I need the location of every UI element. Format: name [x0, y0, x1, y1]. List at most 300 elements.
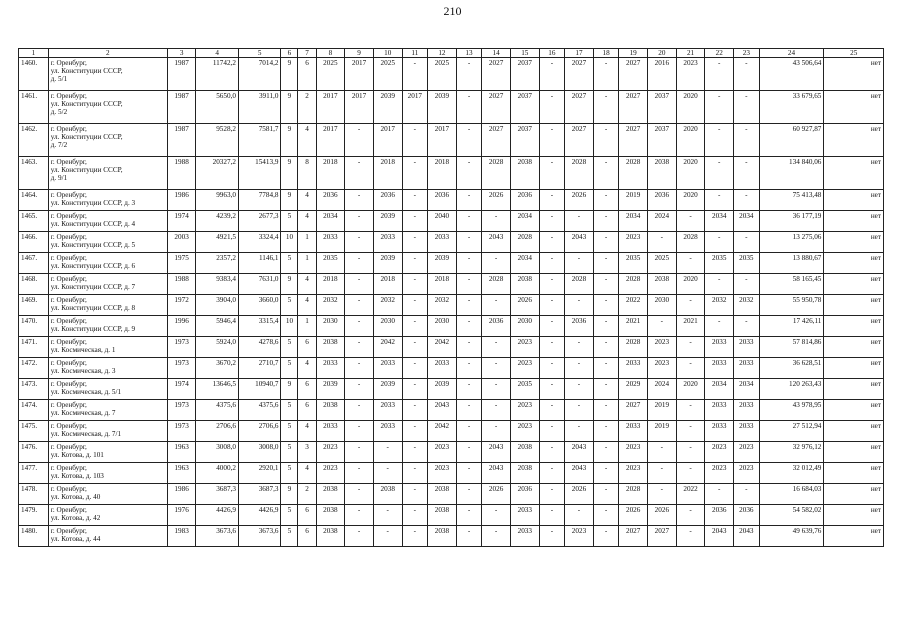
table-cell: 2032 [373, 295, 402, 316]
table-body [19, 58, 884, 547]
table-row [19, 91, 884, 124]
table-cell: 3673,6 [196, 526, 239, 547]
table-cell: 2028 [619, 274, 648, 295]
table-cell: 3008,0 [196, 442, 239, 463]
table-cell: 1973 [167, 400, 196, 421]
table-cell: 5 [281, 295, 298, 316]
table-cell: 6 [298, 337, 316, 358]
table-cell: 60 927,87 [759, 124, 824, 157]
table-cell: 9 [281, 379, 298, 400]
address-cell: г. Оренбург, ул. Конституции СССР, д. 4 [48, 211, 167, 232]
table-cell: - [539, 124, 565, 157]
table-cell: - [676, 505, 705, 526]
table-cell: - [539, 58, 565, 91]
table-cell: 2017 [345, 58, 374, 91]
address-cell: г. Оренбург, ул. Космическая, д. 5/1 [48, 379, 167, 400]
table-cell: - [456, 91, 482, 124]
column-header: 15 [510, 49, 539, 58]
table-cell: 3008,0 [238, 442, 281, 463]
table-cell: - [373, 463, 402, 484]
table-cell: - [734, 232, 760, 253]
column-header: 14 [482, 49, 511, 58]
table-cell: - [456, 232, 482, 253]
table-cell: 36 177,19 [759, 211, 824, 232]
table-cell: 2033 [428, 232, 457, 253]
table-cell: 2033 [373, 421, 402, 442]
table-row [19, 190, 884, 211]
table-cell: 2033 [734, 400, 760, 421]
table-cell: - [734, 190, 760, 211]
address-cell: г. Оренбург, ул. Котова, д. 44 [48, 526, 167, 547]
address-cell: г. Оренбург, ул. Конституции СССР, д. 7/2 [48, 124, 167, 157]
table-cell: 2023 [510, 337, 539, 358]
table-cell: 2034 [705, 211, 734, 232]
table-cell: 2017 [316, 91, 345, 124]
table-cell: - [456, 337, 482, 358]
column-header: 7 [298, 49, 316, 58]
column-header: 22 [705, 49, 734, 58]
table-cell: 2037 [510, 58, 539, 91]
table-cell: 3687,3 [238, 484, 281, 505]
table-cell: - [593, 442, 619, 463]
table-cell: 2038 [316, 337, 345, 358]
table-cell: 32 976,12 [759, 442, 824, 463]
table-cell: 49 639,76 [759, 526, 824, 547]
table-cell: 2018 [316, 274, 345, 295]
table-cell: - [539, 400, 565, 421]
table-cell: 4921,5 [196, 232, 239, 253]
table-cell: 2706,6 [238, 421, 281, 442]
table-cell: - [705, 232, 734, 253]
table-cell: 13 275,06 [759, 232, 824, 253]
table-cell: - [402, 211, 428, 232]
table-cell: - [402, 337, 428, 358]
table-row [19, 232, 884, 253]
table-cell: - [539, 316, 565, 337]
table-cell: нет [824, 157, 884, 190]
table-cell: - [345, 442, 374, 463]
table-cell: - [593, 91, 619, 124]
table-cell: 9 [281, 484, 298, 505]
table-cell: 2029 [619, 379, 648, 400]
table-cell: - [402, 124, 428, 157]
table-cell: 2023 [510, 358, 539, 379]
table-cell: 2710,7 [238, 358, 281, 379]
table-cell: - [593, 295, 619, 316]
table-cell: 2043 [565, 442, 594, 463]
table-row [19, 124, 884, 157]
row-number-cell: 1464. [19, 190, 49, 211]
table-cell: - [705, 91, 734, 124]
table-cell: 7631,0 [238, 274, 281, 295]
table-cell: - [565, 421, 594, 442]
table-cell: 1963 [167, 463, 196, 484]
table-cell: 1 [298, 316, 316, 337]
table-cell: 2022 [676, 484, 705, 505]
address-cell: г. Оренбург, ул. Котова, д. 40 [48, 484, 167, 505]
table-cell: 4239,2 [196, 211, 239, 232]
table-cell: - [402, 379, 428, 400]
table-cell: 2706,6 [196, 421, 239, 442]
table-cell: 2023 [648, 358, 677, 379]
housing-repair-schedule-table [18, 48, 884, 547]
table-cell: 2033 [705, 358, 734, 379]
table-cell: 2028 [565, 157, 594, 190]
table-cell: 2027 [565, 58, 594, 91]
table-cell: - [456, 157, 482, 190]
table-cell: 6 [298, 58, 316, 91]
table-cell: - [734, 316, 760, 337]
table-cell: нет [824, 190, 884, 211]
table-cell: 2038 [316, 484, 345, 505]
table-cell: 2 [298, 91, 316, 124]
table-cell: 2039 [316, 379, 345, 400]
table-cell: 9963,0 [196, 190, 239, 211]
table-cell: 54 582,02 [759, 505, 824, 526]
table-cell: 2035 [316, 253, 345, 274]
table-cell: 2017 [345, 91, 374, 124]
address-cell: г. Оренбург, ул. Котова, д. 101 [48, 442, 167, 463]
row-number-cell: 1479. [19, 505, 49, 526]
table-cell: 2030 [316, 316, 345, 337]
table-cell: 2032 [734, 295, 760, 316]
table-cell: 2027 [482, 58, 511, 91]
table-cell: 5 [281, 358, 298, 379]
column-header: 25 [824, 49, 884, 58]
table-cell: - [593, 124, 619, 157]
table-cell: 4278,6 [238, 337, 281, 358]
table-cell: - [456, 421, 482, 442]
table-cell: 2039 [373, 211, 402, 232]
table-cell: 2038 [316, 400, 345, 421]
table-cell: - [593, 274, 619, 295]
table-cell: - [456, 358, 482, 379]
table-cell: 2028 [482, 157, 511, 190]
table-cell: - [676, 211, 705, 232]
table-cell: 2027 [482, 124, 511, 157]
table-cell: 2034 [619, 211, 648, 232]
table-cell: 3660,0 [238, 295, 281, 316]
address-cell: г. Оренбург, ул. Конституции СССР, д. 5/2 [48, 91, 167, 124]
table-cell: 2033 [734, 337, 760, 358]
table-cell: - [456, 211, 482, 232]
table-cell: - [648, 484, 677, 505]
table-cell: - [345, 463, 374, 484]
table-cell: 2033 [705, 421, 734, 442]
table-cell: - [482, 505, 511, 526]
table-cell: 2032 [428, 295, 457, 316]
table-cell: - [345, 337, 374, 358]
table-cell: 2039 [428, 91, 457, 124]
table-cell: - [402, 400, 428, 421]
column-header: 12 [428, 49, 457, 58]
table-cell: 20327,2 [196, 157, 239, 190]
table-cell: 2043 [482, 463, 511, 484]
table-cell: 2023 [648, 337, 677, 358]
table-cell: нет [824, 379, 884, 400]
table-cell: - [456, 484, 482, 505]
table-cell: - [402, 295, 428, 316]
address-cell: г. Оренбург, ул. Конституции СССР, д. 7 [48, 274, 167, 295]
table-cell: - [648, 463, 677, 484]
table-cell: - [456, 316, 482, 337]
table-cell: 2025 [428, 58, 457, 91]
table-cell: 2043 [482, 442, 511, 463]
table-cell: - [593, 316, 619, 337]
table-cell: 4 [298, 295, 316, 316]
table-cell: 6 [298, 400, 316, 421]
address-cell: г. Оренбург, ул. Котова, д. 103 [48, 463, 167, 484]
table-cell: - [676, 463, 705, 484]
table-cell: - [539, 253, 565, 274]
table-cell: - [345, 211, 374, 232]
table-cell: 2034 [510, 211, 539, 232]
table-cell: 33 679,65 [759, 91, 824, 124]
table-cell: - [539, 379, 565, 400]
table-cell: 2026 [482, 190, 511, 211]
row-number-cell: 1474. [19, 400, 49, 421]
table-cell: 2023 [619, 232, 648, 253]
table-cell: - [705, 124, 734, 157]
table-cell: 2023 [676, 58, 705, 91]
table-cell: 2021 [619, 316, 648, 337]
table-cell: 2026 [482, 484, 511, 505]
table-cell: 2039 [373, 253, 402, 274]
table-cell: - [676, 400, 705, 421]
table-cell: - [482, 211, 511, 232]
table-cell: 1963 [167, 442, 196, 463]
table-cell: - [705, 316, 734, 337]
table-cell: 2018 [428, 157, 457, 190]
table-cell: - [456, 379, 482, 400]
table-cell: 2024 [648, 379, 677, 400]
table-cell: - [676, 421, 705, 442]
table-cell: 58 165,45 [759, 274, 824, 295]
table-cell: 2003 [167, 232, 196, 253]
table-cell: - [734, 91, 760, 124]
table-cell: 4 [298, 463, 316, 484]
address-cell: г. Оренбург, ул. Космическая, д. 7/1 [48, 421, 167, 442]
table-row [19, 337, 884, 358]
table-cell: 10 [281, 316, 298, 337]
column-header: 23 [734, 49, 760, 58]
table-cell: 2035 [510, 379, 539, 400]
table-cell: - [482, 421, 511, 442]
table-cell: 5 [281, 526, 298, 547]
table-cell: 1996 [167, 316, 196, 337]
table-cell: 32 012,49 [759, 463, 824, 484]
address-cell: г. Оренбург, ул. Конституции СССР, д. 6 [48, 253, 167, 274]
table-cell: - [593, 157, 619, 190]
address-cell: г. Оренбург, ул. Космическая, д. 3 [48, 358, 167, 379]
page-number: 210 [443, 4, 462, 18]
row-number-cell: 1476. [19, 442, 49, 463]
table-cell: 2033 [705, 400, 734, 421]
table-cell: - [565, 358, 594, 379]
table-cell: - [456, 124, 482, 157]
table-cell: нет [824, 526, 884, 547]
table-cell: 2357,2 [196, 253, 239, 274]
table-cell: 2023 [619, 463, 648, 484]
table-cell: 1983 [167, 526, 196, 547]
table-cell: 120 263,43 [759, 379, 824, 400]
table-cell: - [648, 442, 677, 463]
table-cell: нет [824, 421, 884, 442]
table-cell: нет [824, 211, 884, 232]
table-cell: 2028 [619, 157, 648, 190]
table-cell: 2033 [373, 358, 402, 379]
table-cell: 3904,0 [196, 295, 239, 316]
table-cell: 2043 [482, 232, 511, 253]
table-cell: 2019 [619, 190, 648, 211]
table-cell: 5924,0 [196, 337, 239, 358]
row-number-cell: 1478. [19, 484, 49, 505]
table-cell: - [565, 211, 594, 232]
table-cell: 2017 [402, 91, 428, 124]
table-cell: 13 880,67 [759, 253, 824, 274]
address-cell: г. Оренбург, ул. Конституции СССР, д. 3 [48, 190, 167, 211]
table-cell: 2039 [373, 91, 402, 124]
table-cell: - [593, 484, 619, 505]
table-cell: 2023 [705, 442, 734, 463]
row-number-cell: 1463. [19, 157, 49, 190]
table-cell: нет [824, 232, 884, 253]
table-row [19, 379, 884, 400]
row-number-cell: 1461. [19, 91, 49, 124]
table-cell: 1146,1 [238, 253, 281, 274]
column-number-header-row [19, 49, 884, 58]
table-cell: 2042 [428, 337, 457, 358]
table-cell: 2021 [676, 316, 705, 337]
table-cell: 27 512,94 [759, 421, 824, 442]
table-cell: 36 628,51 [759, 358, 824, 379]
table-cell: 2025 [648, 253, 677, 274]
table-row [19, 484, 884, 505]
table-cell: 3911,0 [238, 91, 281, 124]
address-cell: г. Оренбург, ул. Космическая, д. 7 [48, 400, 167, 421]
table-row [19, 358, 884, 379]
table-cell: 2043 [565, 232, 594, 253]
table-cell: - [345, 505, 374, 526]
table-cell: - [676, 337, 705, 358]
table-cell: 11742,2 [196, 58, 239, 91]
table-cell: - [676, 526, 705, 547]
table-cell: - [402, 157, 428, 190]
table-cell: 1975 [167, 253, 196, 274]
table-cell: - [456, 442, 482, 463]
table-cell: 2019 [648, 421, 677, 442]
table-cell: - [593, 190, 619, 211]
table-cell: 9383,4 [196, 274, 239, 295]
table-cell: 2018 [428, 274, 457, 295]
table-cell: 2026 [619, 505, 648, 526]
table-cell: 1986 [167, 484, 196, 505]
table-cell: - [456, 526, 482, 547]
table-cell: 1972 [167, 295, 196, 316]
row-number-cell: 1468. [19, 274, 49, 295]
table-cell: - [539, 190, 565, 211]
table-cell: - [345, 274, 374, 295]
table-cell: - [539, 505, 565, 526]
table-cell: 2023 [316, 463, 345, 484]
table-cell: 2028 [510, 232, 539, 253]
table-cell: 2028 [619, 337, 648, 358]
table-cell: 2023 [428, 442, 457, 463]
table-cell: - [345, 379, 374, 400]
row-number-cell: 1470. [19, 316, 49, 337]
table-row [19, 400, 884, 421]
table-cell: - [593, 379, 619, 400]
table-cell: 1 [298, 232, 316, 253]
table-cell: 3 [298, 442, 316, 463]
table-cell: - [565, 253, 594, 274]
table-cell: 4426,9 [196, 505, 239, 526]
address-cell: г. Оренбург, ул. Котова, д. 42 [48, 505, 167, 526]
table-cell: 2020 [676, 379, 705, 400]
column-header: 17 [565, 49, 594, 58]
row-number-cell: 1475. [19, 421, 49, 442]
table-cell: - [705, 190, 734, 211]
table-cell: 2028 [565, 274, 594, 295]
table-cell: 2039 [428, 253, 457, 274]
table-cell: 5 [281, 505, 298, 526]
table-cell: 2033 [510, 505, 539, 526]
table-cell: 3324,4 [238, 232, 281, 253]
table-cell: 2036 [510, 190, 539, 211]
column-header: 2 [48, 49, 167, 58]
table-cell: - [345, 316, 374, 337]
table-cell: нет [824, 316, 884, 337]
table-cell: - [402, 463, 428, 484]
table-cell: 16 684,03 [759, 484, 824, 505]
table-cell: нет [824, 463, 884, 484]
row-number-cell: 1460. [19, 58, 49, 91]
table-cell: 2017 [428, 124, 457, 157]
table-cell: 2036 [482, 316, 511, 337]
table-cell: 2043 [565, 463, 594, 484]
table-cell: 6 [298, 379, 316, 400]
table-cell: - [402, 484, 428, 505]
table-cell: - [456, 463, 482, 484]
table-cell: 2920,1 [238, 463, 281, 484]
column-header: 16 [539, 49, 565, 58]
table-cell: нет [824, 253, 884, 274]
table-row [19, 295, 884, 316]
table-cell: - [373, 505, 402, 526]
table-row [19, 505, 884, 526]
table-cell: 2033 [316, 358, 345, 379]
table-cell: 2038 [510, 157, 539, 190]
table-cell: 2033 [373, 400, 402, 421]
table-cell: - [345, 232, 374, 253]
table-cell: 2033 [734, 358, 760, 379]
table-cell: - [593, 505, 619, 526]
table-cell: 1973 [167, 337, 196, 358]
table-cell: - [402, 421, 428, 442]
table-row [19, 253, 884, 274]
table-cell: нет [824, 337, 884, 358]
table-cell: 9 [281, 58, 298, 91]
table-cell: 2020 [676, 190, 705, 211]
column-header: 5 [238, 49, 281, 58]
row-number-cell: 1472. [19, 358, 49, 379]
table-cell: - [402, 232, 428, 253]
table-cell: 5 [281, 400, 298, 421]
table-cell: - [373, 526, 402, 547]
table-cell: 2023 [734, 442, 760, 463]
table-cell: - [705, 157, 734, 190]
table-cell: - [648, 316, 677, 337]
